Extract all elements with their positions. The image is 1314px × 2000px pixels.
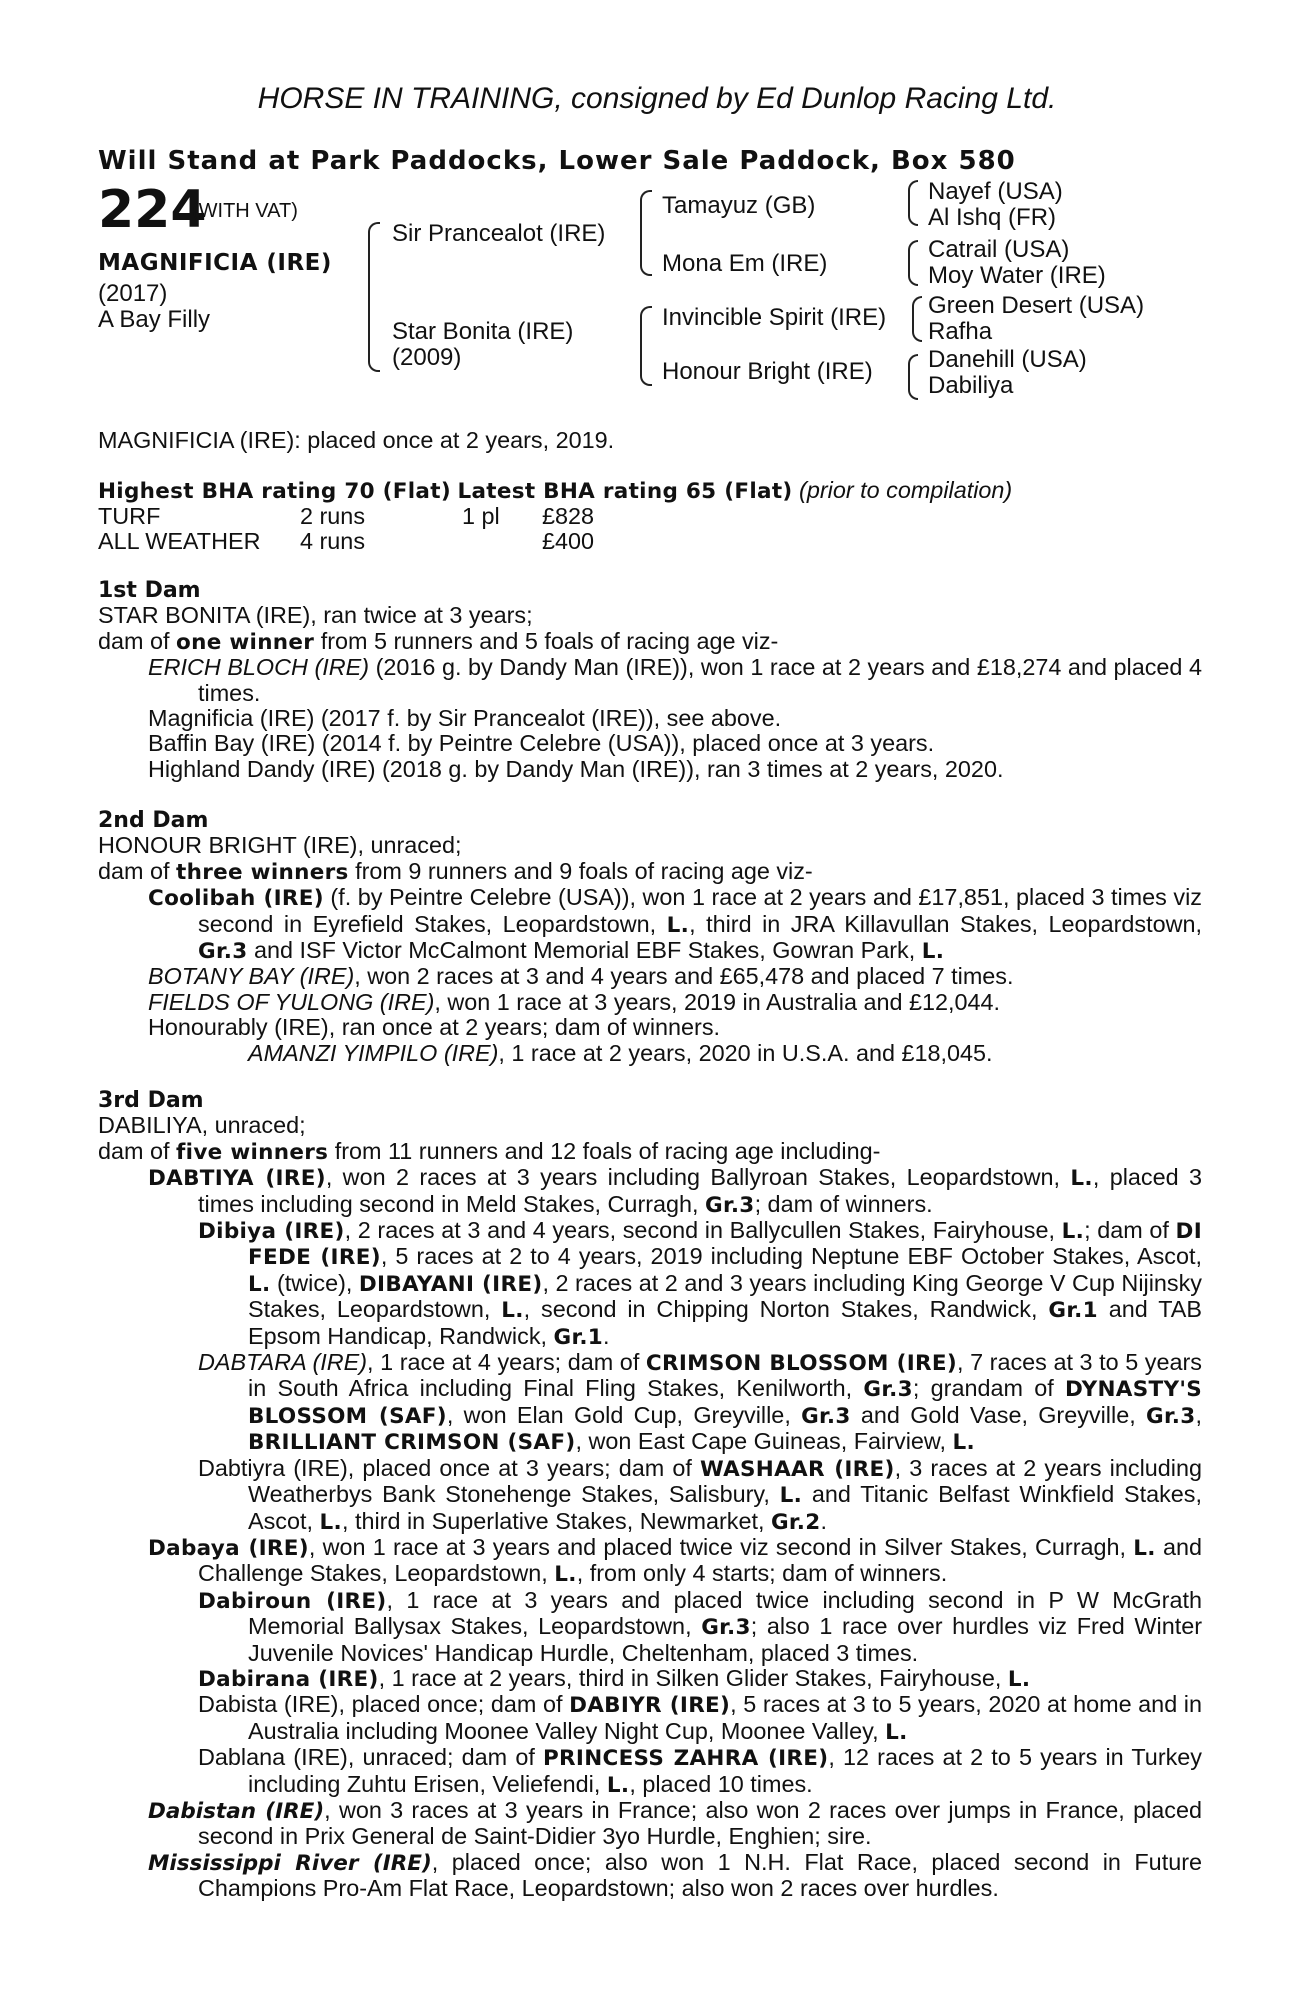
dam-produce-line: dam of five winners from 11 runners and 12 foals of racing age including- — [98, 1137, 881, 1165]
pedigree-brace-dd — [908, 354, 918, 400]
latest-rating: Latest BHA rating 65 (Flat) — [457, 479, 793, 504]
pedigree-brace-ds — [912, 296, 922, 342]
pedigree-sss: Nayef (USA) — [928, 178, 1063, 205]
list-item: ERICH BLOCH (IRE) (2016 g. by Dandy Man (IRE)), won 1 race at 2 years and £18,274 and placed 4 times. — [148, 654, 1202, 706]
summary-block — [98, 428, 1202, 453]
first-dam-section — [98, 578, 1202, 782]
section-heading: 3rd Dam — [98, 1088, 204, 1113]
rating-block — [98, 478, 1202, 554]
pedigree-sds: Catrail (USA) — [928, 236, 1070, 263]
pedigree-dds: Danehill (USA) — [928, 346, 1087, 373]
section-heading: 1st Dam — [98, 578, 201, 603]
pedigree-brace-main — [368, 222, 380, 372]
runs-earnings: £828 — [542, 503, 595, 530]
list-item: Dabaya (IRE), won 1 race at 3 years and placed twice viz second in Silver Stakes, Curragh, L. and Challenge Stakes, Leopardstown, L., from only 4 starts; dam of winners. — [148, 1533, 1202, 1588]
runs-placed: 1 pl — [462, 503, 500, 530]
list-item: Dabiroun (IRE), 1 race at 3 years and placed twice including second in P W McGrath Memorial Ballysax Stakes, Leopardstown, Gr.3; also 1 race over hurdles viz Fred Winter Juvenile Novices' Handicap Hurdle, Cheltenham, placed 3 times. — [198, 1586, 1202, 1666]
pedigree-dss: Green Desert (USA) — [928, 292, 1145, 319]
pedigree-ssd: Al Ishq (FR) — [928, 204, 1057, 231]
highest-rating: Highest BHA rating 70 (Flat) — [98, 479, 451, 504]
list-item: Dablana (IRE), unraced; dam of PRINCESS ZAHRA (IRE), 12 races at 2 to 5 years in Turkey including Zuhtu Erisen, Veliefendi, L., placed 10 times. — [198, 1744, 1203, 1798]
list-item: AMANZI YIMPILO (IRE), 1 race at 2 years, 2020 in U.S.A. and £18,045. — [248, 1039, 993, 1066]
list-item: Dabistan (IRE), won 3 races at 3 years in France; also won 2 races over jumps in France, placed second in Prix General de Saint-Didier 3yo Hurdle, Enghien; sire. — [148, 1796, 1202, 1850]
list-item: Dabista (IRE), placed once; dam of DABIYR (IRE), 5 races at 3 to 5 years, 2020 at home and in Australia including Moonee Valley Night Cup, Moonee Valley, L. — [198, 1691, 1202, 1745]
pedigree-brace-ss — [908, 180, 918, 226]
runs-earnings: £400 — [542, 528, 595, 555]
stand-location: Will Stand at Park Paddocks, Lower Sale Paddock, Box 580 — [98, 146, 1016, 176]
list-item: Magnificia (IRE) (2017 f. by Sir Prancealot (IRE)), see above. — [148, 705, 782, 732]
dam-line: DABILIYA, unraced; — [98, 1112, 306, 1139]
vat-note: (WITH VAT) — [192, 200, 298, 222]
pedigree-dd: Honour Bright (IRE) — [662, 358, 873, 385]
runs-count: 2 runs — [300, 503, 366, 530]
lot-number: 224 — [98, 180, 207, 240]
section-heading: 2nd Dam — [98, 808, 209, 833]
horse-year: (2017) — [98, 280, 168, 307]
list-item: Mississippi River (IRE), placed once; also won 1 N.H. Flat Race, placed second in Future Champions Pro-Am Flat Race, Leopardstown; also won 2 races over hurdles. — [148, 1848, 1202, 1902]
table-row — [98, 504, 594, 529]
list-item: Dabtiyra (IRE), placed once at 3 years; dam of WASHAAR (IRE), 3 races at 2 years including Weatherbys Bank Stonehenge Stakes, Salisbury, L. and Titanic Belfast Winkfield Stakes, Ascot, L., third in Superlative Stakes, Newmarket, Gr.2. — [198, 1454, 1203, 1535]
runs-count: 4 runs — [300, 528, 366, 555]
list-item: DABTARA (IRE), 1 race at 4 years; dam of CRIMSON BLOSSOM (IRE), 7 races at 3 to 5 years in South Africa including Final Fling Stakes, Kenilworth, Gr.3; grandam of DYNASTY'S BLOSSOM (SAF), won Elan Gold Cup, Greyville, Gr.3 and Gold Vase, Greyville, Gr.3, BRILLIANT CRIMSON (SAF), won East Cape Guineas, Fairview, L. — [198, 1349, 1203, 1456]
pedigree-ds: Invincible Spirit (IRE) — [662, 304, 887, 331]
list-item: Honourably (IRE), ran once at 2 years; dam of winners. — [148, 1014, 721, 1041]
horse-name: MAGNIFICIA (IRE) — [98, 250, 332, 276]
runs-surface: ALL WEATHER — [98, 528, 261, 555]
horse-description: A Bay Filly — [98, 306, 211, 333]
pedigree-sire: Sir Prancealot (IRE) — [392, 220, 606, 247]
list-item: FIELDS OF YULONG (IRE), won 1 race at 3 years, 2019 in Australia and £12,044. — [148, 988, 1001, 1015]
runs-surface: TURF — [98, 503, 161, 530]
pedigree-brace-sd — [908, 240, 918, 286]
dam-produce-line: dam of one winner from 5 runners and 5 foals of racing age viz- — [98, 627, 779, 655]
dam-line: STAR BONITA (IRE), ran twice at 3 years; — [98, 602, 533, 629]
list-item: Dabirana (IRE), 1 race at 2 years, third in Silken Glider Stakes, Fairyhouse, L. — [198, 1664, 1031, 1692]
consignment-line: HORSE IN TRAINING, consigned by Ed Dunlop Racing Ltd. — [257, 82, 1057, 115]
pedigree-dsd: Rafha — [928, 318, 993, 345]
list-item: DABTIYA (IRE), won 2 races at 3 years including Ballyroan Stakes, Leopardstown, L., placed 3 times including second in Meld Stakes, Curragh, Gr.3; dam of winners. — [148, 1164, 1203, 1218]
rating-note: (prior to compilation) — [799, 477, 1013, 503]
runs-table — [98, 504, 594, 554]
list-item: Highland Dandy (IRE) (2018 g. by Dandy Man (IRE)), ran 3 times at 2 years, 2020. — [148, 755, 1004, 782]
pedigree-ddd: Dabiliya — [928, 372, 1014, 399]
list-item: Baffin Bay (IRE) (2014 f. by Peintre Celebre (USA)), placed once at 3 years. — [148, 730, 935, 757]
list-item: Coolibah (IRE) (f. by Peintre Celebre (USA)), won 1 race at 2 years and £17,851, placed 3 times viz second in Eyrefield Stakes, Leopardstown, L., third in JRA Killavullan Stakes, Leopardstown, Gr.3 and ISF Victor McCalmont Memorial EBF Stakes, Gowran Park, L. — [148, 884, 1202, 965]
list-item: BOTANY BAY (IRE), won 2 races at 3 and 4 years and £65,478 and placed 7 times. — [148, 963, 1014, 990]
list-item: Dibiya (IRE), 2 races at 3 and 4 years, second in Ballycullen Stakes, Fairyhouse, L.; dam of DI FEDE (IRE), 5 races at 2 to 4 years, 2019 including Neptune EBF October Stakes, Ascot, L. (twice), DIBAYANI (IRE), 2 races at 2 and 3 years including King George V Cup Nijinsky Stakes, Leopardstown, L., second in Chipping Norton Stakes, Randwick, Gr.1 and TAB Epsom Handicap, Randwick, Gr.1. — [198, 1217, 1202, 1350]
pedigree-brace-dam — [640, 306, 652, 386]
runs-placed — [462, 529, 542, 554]
third-dam-section — [98, 1088, 1202, 1902]
pedigree-ss: Tamayuz (GB) — [662, 192, 816, 219]
second-dam-section — [98, 808, 1202, 1066]
table-row — [98, 529, 594, 554]
pedigree-sdd: Moy Water (IRE) — [928, 262, 1106, 289]
pedigree-dam: Star Bonita (IRE) — [392, 318, 574, 345]
dam-produce-line: dam of three winners from 9 runners and 9 foals of racing age viz- — [98, 857, 813, 885]
pedigree-sd: Mona Em (IRE) — [662, 250, 828, 277]
summary-line: MAGNIFICIA (IRE): placed once at 2 years, 2019. — [98, 427, 615, 453]
pedigree-dam-year: (2009) — [392, 344, 462, 371]
dam-line: HONOUR BRIGHT (IRE), unraced; — [98, 832, 462, 859]
pedigree-brace-sire — [640, 190, 652, 276]
